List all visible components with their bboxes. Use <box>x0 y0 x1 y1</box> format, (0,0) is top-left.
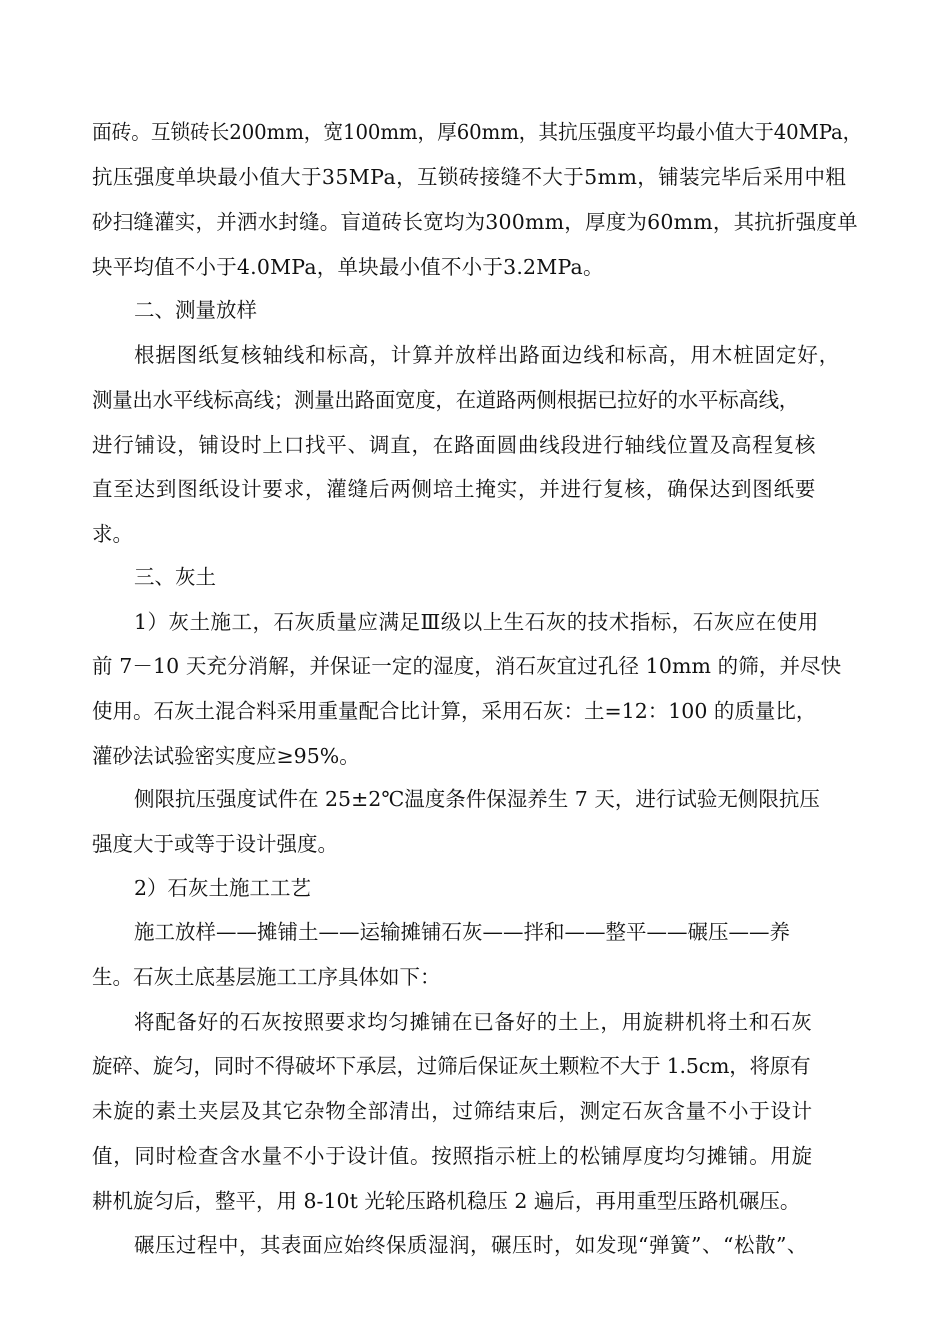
text-line-16: 侧限抗压强度试件在 25±2℃温度条件保湿养生 7 天，进行试验无侧限抗压 <box>134 787 820 811</box>
section-heading-lime-soil: 三、灰土 <box>134 565 216 589</box>
subsection-heading-process: 2）石灰土施工工艺 <box>134 876 312 900</box>
text-line-21: 将配备好的石灰按照要求均匀摊铺在已备好的土上，用旋耕机将土和石灰 <box>134 1010 813 1034</box>
text-line-4: 块平均值不小于4.0MPa，单块最小值不小于3.2MPa。 <box>92 255 604 279</box>
section-heading-survey: 二、测量放样 <box>134 298 257 322</box>
text-line-20: 生。石灰土底基层施工工序具体如下： <box>92 965 441 989</box>
text-line-7: 测量出水平线标高线；测量出路面宽度，在道路两侧根据已拉好的水平标高线， <box>92 388 799 412</box>
text-line-25: 耕机旋匀后，整平，用 8-10t 光轮压路机稳压 2 遍后，再用重型压路机碾压。 <box>92 1189 801 1213</box>
text-line-6: 根据图纸复核轴线和标高，计算并放样出路面边线和标高，用木桩固定好， <box>134 343 841 367</box>
text-line-13: 前 7－10 天充分消解，并保证一定的湿度，消石灰宜过孔径 10mm 的筛，并尽快 <box>92 654 842 678</box>
text-line-2: 抗压强度单块最小值大于35MPa，互锁砖接缝不大于5mm，铺装完毕后采用中粗 <box>92 165 847 189</box>
text-line-9: 直至达到图纸设计要求，灌缝后两侧培土掩实，并进行复核，确保达到图纸要 <box>92 477 817 501</box>
text-line-26: 碾压过程中，其表面应始终保质湿润，碾压时，如发现“弹簧”、“松散”、 <box>134 1233 808 1257</box>
text-line-12: 1）灰土施工，石灰质量应满足Ⅲ级以上生石灰的技术指标，石灰应在使用 <box>134 610 819 634</box>
text-line-24: 值，同时检查含水量不小于设计值。按照指示桩上的松铺厚度均匀摊铺。用旋 <box>92 1144 813 1168</box>
text-line-23: 未旋的素土夹层及其它杂物全部清出，过筛结束后，测定石灰含量不小于设计 <box>92 1099 813 1123</box>
text-line-17: 强度大于或等于设计强度。 <box>92 832 338 856</box>
text-line-1: 面砖。互锁砖长200mm，宽100mm，厚60mm，其抗压强度平均最小值大于40MPa， <box>92 120 863 144</box>
text-line-19: 施工放样——摊铺土——运输摊铺石灰——拌和——整平——碾压——养 <box>134 920 790 944</box>
text-line-14: 使用。石灰土混合料采用重量配合比计算，采用石灰：土=12：100 的质量比， <box>92 699 817 723</box>
text-line-22: 旋碎、旋匀，同时不得破坏下承层，过筛后保证灰土颗粒不大于 1.5cm，将原有 <box>92 1054 811 1078</box>
text-line-8: 进行铺设，铺设时上口找平、调直，在路面圆曲线段进行轴线位置及高程复核 <box>92 433 817 457</box>
text-line-15: 灌砂法试验密实度应≥95%。 <box>92 744 360 768</box>
text-line-3: 砂扫缝灌实，并洒水封缝。盲道砖长宽均为300mm，厚度为60mm，其抗折强度单 <box>92 210 858 234</box>
text-line-10: 求。 <box>92 522 133 546</box>
